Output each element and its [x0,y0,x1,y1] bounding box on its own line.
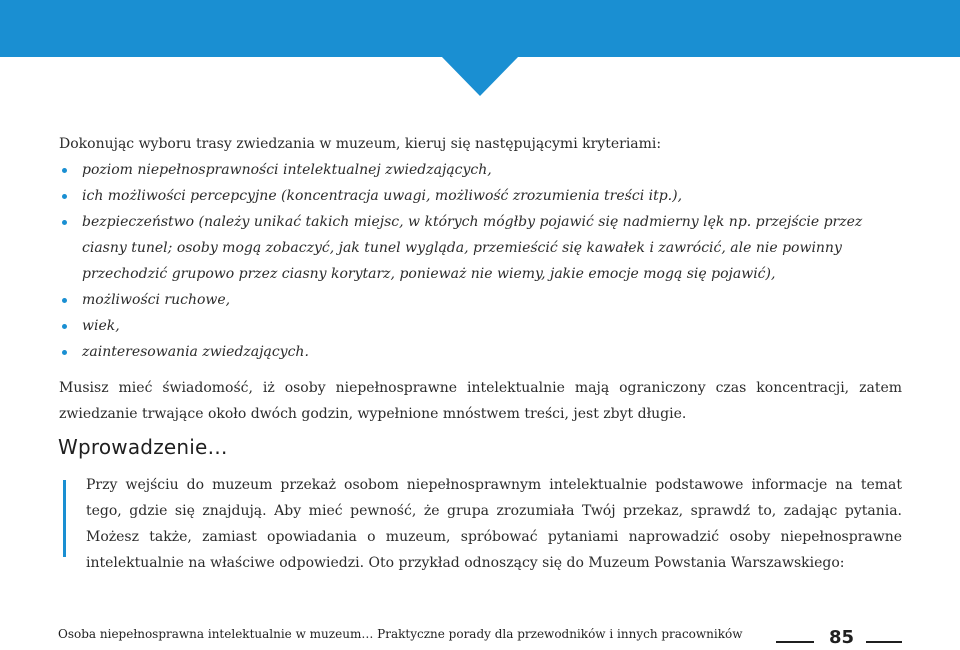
bullet-icon [62,350,67,355]
section-title: Wprowadzenie… [58,435,228,459]
list-item-text: poziom niepełnosprawności intelektualnej zwiedzających, [82,162,492,178]
quote-paragraph: Przy wejściu do muzeum przekaż osobom niepełnosprawnym intelektualnie podstawowe informacje na temat tego, gdzie się znajdują. Aby mieć pewność, że grupa zrozumiała Twój przekaz, sprawdź to, zadając pytania. Możesz także, zamiast opowiadania o muzeum, spróbować pytaniami naprowadzić osoby niepełnosprawne intelektualnie na właściwe odpowiedzi. Oto przykład odnoszący się do Muzeum Powstania Warszawskiego: [86,477,902,571]
intro-text: Dokonując wyboru trasy zwiedzania w muzeum, kieruj się następującymi kryteriami: [59,136,662,152]
bullet-icon [62,168,67,173]
bullet-icon [62,194,67,199]
list-item [59,287,902,313]
list-item-text: możliwości ruchowe, [82,292,231,308]
list-item [59,209,902,287]
bullet-icon [62,298,67,303]
bullet-icon [62,324,67,329]
bullet-icon [62,220,67,225]
quote-bar [63,480,66,557]
list-item-text: bezpieczeństwo (należy unikać takich miejsc, w których mógłby pojawić się nadmierny lęk np. przejście przez ciasny tunel; osoby mogą zobaczyć, jak tunel wygląda, przemieścić się kawałek i zawrócić, ale nie powinny przechodzić grupowo przez ciasny korytarz, ponieważ nie wiemy, jakie emocje mogą się pojawić), [82,214,863,282]
footer-rule-right [866,641,902,643]
page-number: 85 [829,627,855,648]
list-item-text: ich możliwości percepcyjne (koncentracja uwagi, możliwość zrozumienia treści itp.), [82,188,683,204]
body-content [59,131,902,427]
list-item [59,183,902,209]
list-item [59,339,902,365]
list-item-text: wiek, [82,318,120,334]
list-item [59,313,902,339]
criteria-list [59,157,902,365]
header-arrow [441,56,519,96]
footer-title: Osoba niepełnosprawna intelektualnie w muzeum… Praktyczne porady dla przewodników i innych pracowników [58,627,743,641]
list-item-text: zainteresowania zwiedzających. [82,344,309,360]
footer-rule-left [776,641,814,643]
note-paragraph: Musisz mieć świadomość, iż osoby niepełnosprawne intelektualnie mają ograniczony czas koncentracji, zatem zwiedzanie trwające około dwóch godzin, wypełnione mnóstwem treści, jest zbyt długie. [59,380,902,422]
header-band [0,0,960,57]
list-item [59,157,902,183]
